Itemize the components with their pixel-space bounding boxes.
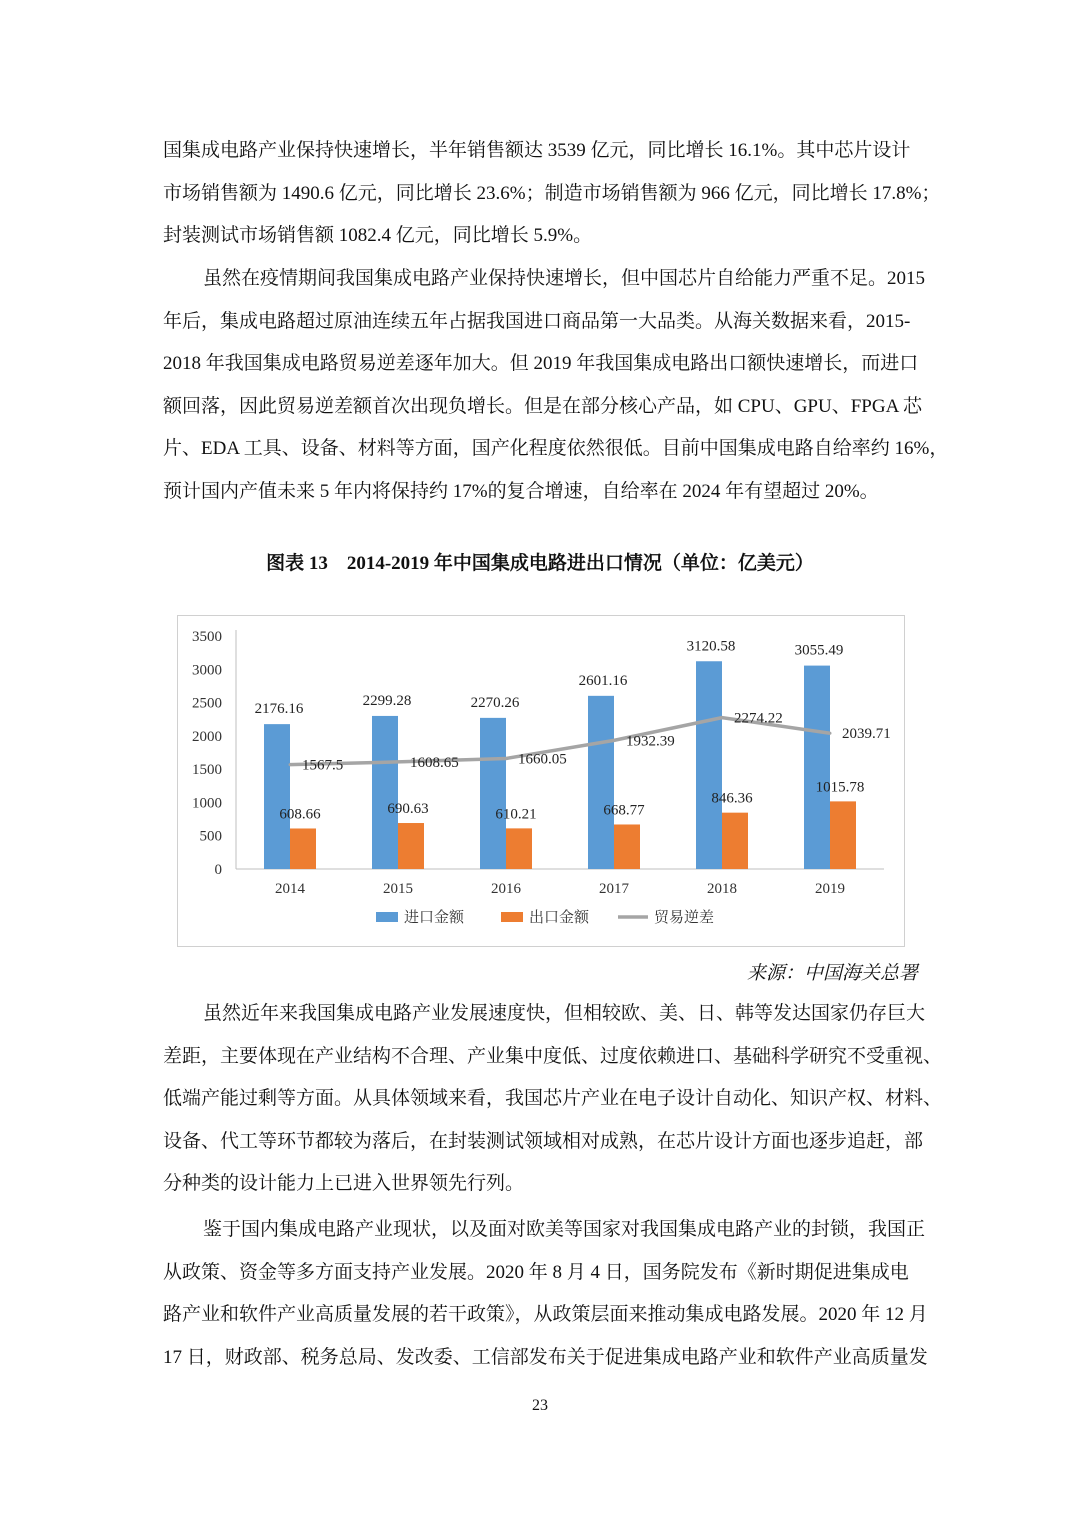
text-line: 差距，主要体现在产业结构不合理、产业集中度低、过度依赖进口、基础科学研究不受重视、	[163, 1045, 943, 1067]
text-line: 虽然近年来我国集成电路产业发展速度快，但相较欧、美、日、韩等发达国家仍存巨大	[203, 1003, 926, 1024]
text-line: 国集成电路产业保持快速增长，半年销售额达 3539 亿元，同比增长 16.1%。其中芯片设计	[163, 140, 911, 161]
import-bar-label: 3055.49	[794, 642, 844, 659]
deficit-label: 1608.65	[410, 754, 459, 771]
deficit-point	[613, 739, 616, 742]
export-bar-label: 610.21	[495, 806, 537, 823]
y-tick-label: 3500	[192, 629, 222, 645]
y-tick-label: 3000	[192, 662, 222, 679]
y-tick-label: 2500	[192, 695, 222, 712]
export-bar	[722, 813, 748, 869]
text-line: 虽然在疫情期间我国集成电路产业保持快速增长，但中国芯片自给能力严重不足。2015	[203, 268, 926, 289]
export-bar-label: 608.66	[279, 806, 321, 823]
text-line: 路产业和软件产业高质量发展的若干政策》，从政策层面来推动集成电路发展。2020 年 12 月	[163, 1304, 928, 1325]
legend-swatch	[501, 912, 523, 922]
import-bar-label: 2601.16	[578, 672, 628, 689]
deficit-label: 2274.22	[734, 710, 783, 727]
legend-label: 出口金额	[529, 910, 590, 926]
page-number: 23	[532, 1397, 548, 1414]
x-tick-label: 2014	[275, 881, 305, 897]
deficit-point	[721, 716, 724, 719]
x-tick-label: 2018	[707, 881, 737, 897]
paragraph-1	[163, 130, 941, 258]
figure-source: 来源：中国海关总署	[746, 963, 918, 984]
import-bar	[696, 661, 722, 869]
text-line: 鉴于国内集成电路产业现状，以及面对欧美等国家对我国集成电路产业的封锁，我国正	[203, 1219, 926, 1240]
y-tick-label: 1500	[192, 762, 222, 779]
deficit-label: 1567.5	[302, 757, 344, 774]
export-bar	[830, 801, 856, 869]
export-bar	[506, 828, 532, 869]
text-line: 17 日，财政部、税务总局、发改委、工信部发布关于促进集成电路产业和软件产业高质量发	[163, 1346, 928, 1368]
import-bar-label: 3120.58	[686, 638, 736, 655]
y-tick-label: 1000	[192, 795, 222, 812]
export-bar-label: 668.77	[603, 802, 645, 819]
text-line: 预计国内产值未来 5 年内将保持约 17%的复合增速，自给率在 2024 年有望超过 20%。	[163, 480, 879, 502]
text-line: 分种类的设计能力上已进入世界领先行列。	[163, 1173, 525, 1194]
text-line: 设备、代工等环节都较为落后，在封装测试领域相对成熟，在芯片设计方面也逐步追赶，部	[163, 1130, 924, 1152]
import-bar-label: 2176.16	[254, 701, 304, 718]
deficit-point	[505, 757, 508, 760]
deficit-label: 2039.71	[842, 726, 891, 743]
import-bar	[588, 696, 614, 869]
chart-container	[177, 615, 905, 947]
x-tick-label: 2016	[491, 881, 521, 897]
x-tick-label: 2015	[383, 881, 413, 897]
import-bar-label: 2270.26	[470, 694, 520, 711]
y-tick-label: 2000	[192, 728, 222, 745]
paragraph-2	[163, 258, 949, 513]
export-bar	[398, 823, 424, 869]
import-export-chart	[178, 616, 904, 946]
deficit-label: 1932.39	[626, 733, 675, 750]
y-tick-label: 0	[214, 862, 222, 878]
export-bar-label: 846.36	[711, 790, 753, 807]
figure-caption: 图表 13 2014-2019 年中国集成电路进出口情况（单位：亿美元）	[266, 553, 814, 574]
export-bar	[290, 828, 316, 869]
text-line: 2018 年我国集成电路贸易逆差逐年加大。但 2019 年我国集成电路出口额快速增长，而进口	[163, 353, 919, 374]
text-line: 从政策、资金等多方面支持产业发展。2020 年 8 月 4 日，国务院发布《新时期促进集成电	[163, 1261, 909, 1283]
text-line: 年后，集成电路超过原油连续五年占据我国进口商品第一大品类。从海关数据来看，2015-	[163, 310, 911, 332]
legend-label: 贸易逆差	[654, 910, 715, 926]
deficit-point	[829, 732, 832, 735]
x-tick-label: 2017	[599, 881, 629, 897]
x-tick-label: 2019	[815, 881, 845, 897]
text-line: 额回落，因此贸易逆差额首次出现负增长。但是在部分核心产品，如 CPU、GPU、FPGA 芯	[163, 395, 923, 417]
import-bar	[480, 718, 506, 869]
paragraph-3	[163, 993, 943, 1206]
import-bar-label: 2299.28	[362, 692, 412, 709]
legend-swatch	[376, 912, 398, 922]
text-line: 片、EDA 工具、设备、材料等方面，国产化程度依然很低。目前中国集成电路自给率约 16%，	[163, 438, 949, 459]
paragraph-4	[163, 1209, 928, 1379]
export-bar-label: 690.63	[387, 801, 429, 818]
text-line: 市场销售额为 1490.6 亿元，同比增长 23.6%；制造市场销售额为 966 亿元，同比增长 17.8%；	[163, 182, 941, 204]
deficit-label: 1660.05	[518, 751, 567, 768]
text-line: 低端产能过剩等方面。从具体领域来看，我国芯片产业在电子设计自动化、知识产权、材料、	[163, 1088, 943, 1109]
import-bar	[372, 716, 398, 869]
deficit-point	[289, 763, 292, 766]
text-line: 封装测试市场销售额 1082.4 亿元，同比增长 5.9%。	[163, 225, 593, 246]
y-tick-label: 500	[199, 828, 222, 845]
import-bar	[804, 666, 830, 869]
export-bar	[614, 824, 640, 869]
export-bar-label: 1015.78	[815, 779, 865, 796]
legend-label: 进口金额	[404, 910, 465, 926]
deficit-point	[397, 760, 400, 763]
import-bar	[264, 724, 290, 869]
